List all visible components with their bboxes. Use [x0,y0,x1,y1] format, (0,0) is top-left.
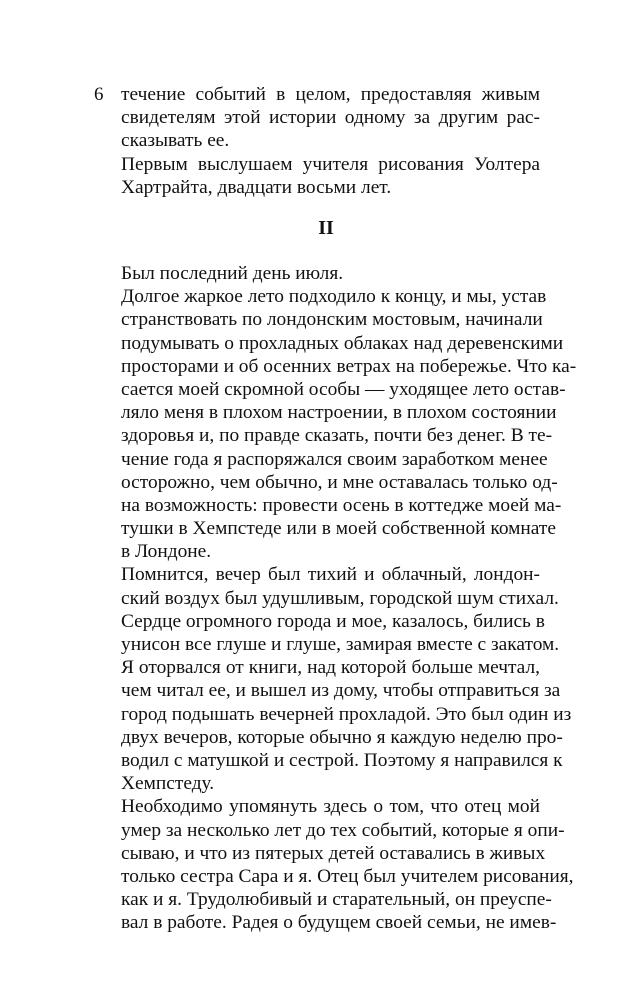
text-line: подумывать о прохладных облаках над деревенскими [121,332,564,354]
text-line: водил с матушкой и сестрой. Поэтому я направился к [121,749,563,771]
text-line: умер за несколько лет до тех событий, которые я опи- [121,819,565,841]
text-line: вал в работе. Радея о будущем своей семьи, не имев- [121,912,557,934]
text-line: только сестра Сара и я. Отец был учителем рисования, [121,865,574,887]
text-line: течение событий в целом, предоставляя живым [121,84,540,105]
text-line: сается моей скромной особы — уходящее лето остав- [121,378,566,400]
text-line: Сердце огромного города и мое, казалось, бились в [121,610,545,632]
text-line: на возможность: провести осень в коттедже моей ма- [121,494,562,516]
chapter-body [121,262,577,934]
text-line: унисон все глуше и глуше, замирая вместе с закатом. [121,634,560,655]
text-line: ский воздух был удушливым, городской шум стихал. [121,587,559,609]
text-line: ляло меня в плохом настроении, в плохом состоянии [121,402,557,424]
text-line: город подышать вечерней прохладой. Это был один из [121,703,572,725]
continued-paragraph-block [121,83,540,199]
text-line: тушки в Хемпстеде или в моей собственной комнате [121,518,556,540]
text-line: чем читал ее, и вышел из дому, чтобы отправиться за [121,680,561,702]
text-line: в Лондоне. [121,541,212,563]
page-number: 6 [94,84,104,105]
text-line: двух вечеров, которые обычно я каждую неделю про- [121,726,563,748]
text-line: Хартрайта, двадцати восьми лет. [121,176,392,198]
text-line: сываю, и что из пятерых детей оставались в живых [121,842,546,864]
text-line: Был последний день июля. [121,263,344,284]
text-line: просторами и об осенних ветрах на побережье. Что ка- [121,355,577,377]
text-line: Долгое жаркое лето подходило к концу, и мы, устав [121,286,547,308]
text-line: как и я. Трудолюбивый и старательный, он преуспе- [121,889,552,911]
text-line: Хемпстеду. [121,773,215,795]
text-line: осторожно, чем обычно, и мне оставалась только од- [121,471,558,493]
text-line: здоровья и, по правде сказать, почти без денег. В те- [121,425,553,447]
text-line: свидетелям этой истории одному за другим рас- [121,107,540,129]
text-line: чение года я распоряжался своим заработком менее [121,448,548,470]
text-line: Я оторвался от книги, над которой больше мечтал, [121,657,540,679]
text-line: Первым выслушаем учителя рисования Уолтера [121,153,540,175]
text-line: Необходимо упомянуть здесь о том, что отец мой [121,796,540,818]
text-line: Помнится, вечер был тихий и облачный, лондон- [121,564,540,586]
text-line: странствовать по лондонским мостовым, начинали [121,309,543,331]
chapter-heading: II [318,217,334,239]
text-line: сказывать ее. [121,130,230,152]
